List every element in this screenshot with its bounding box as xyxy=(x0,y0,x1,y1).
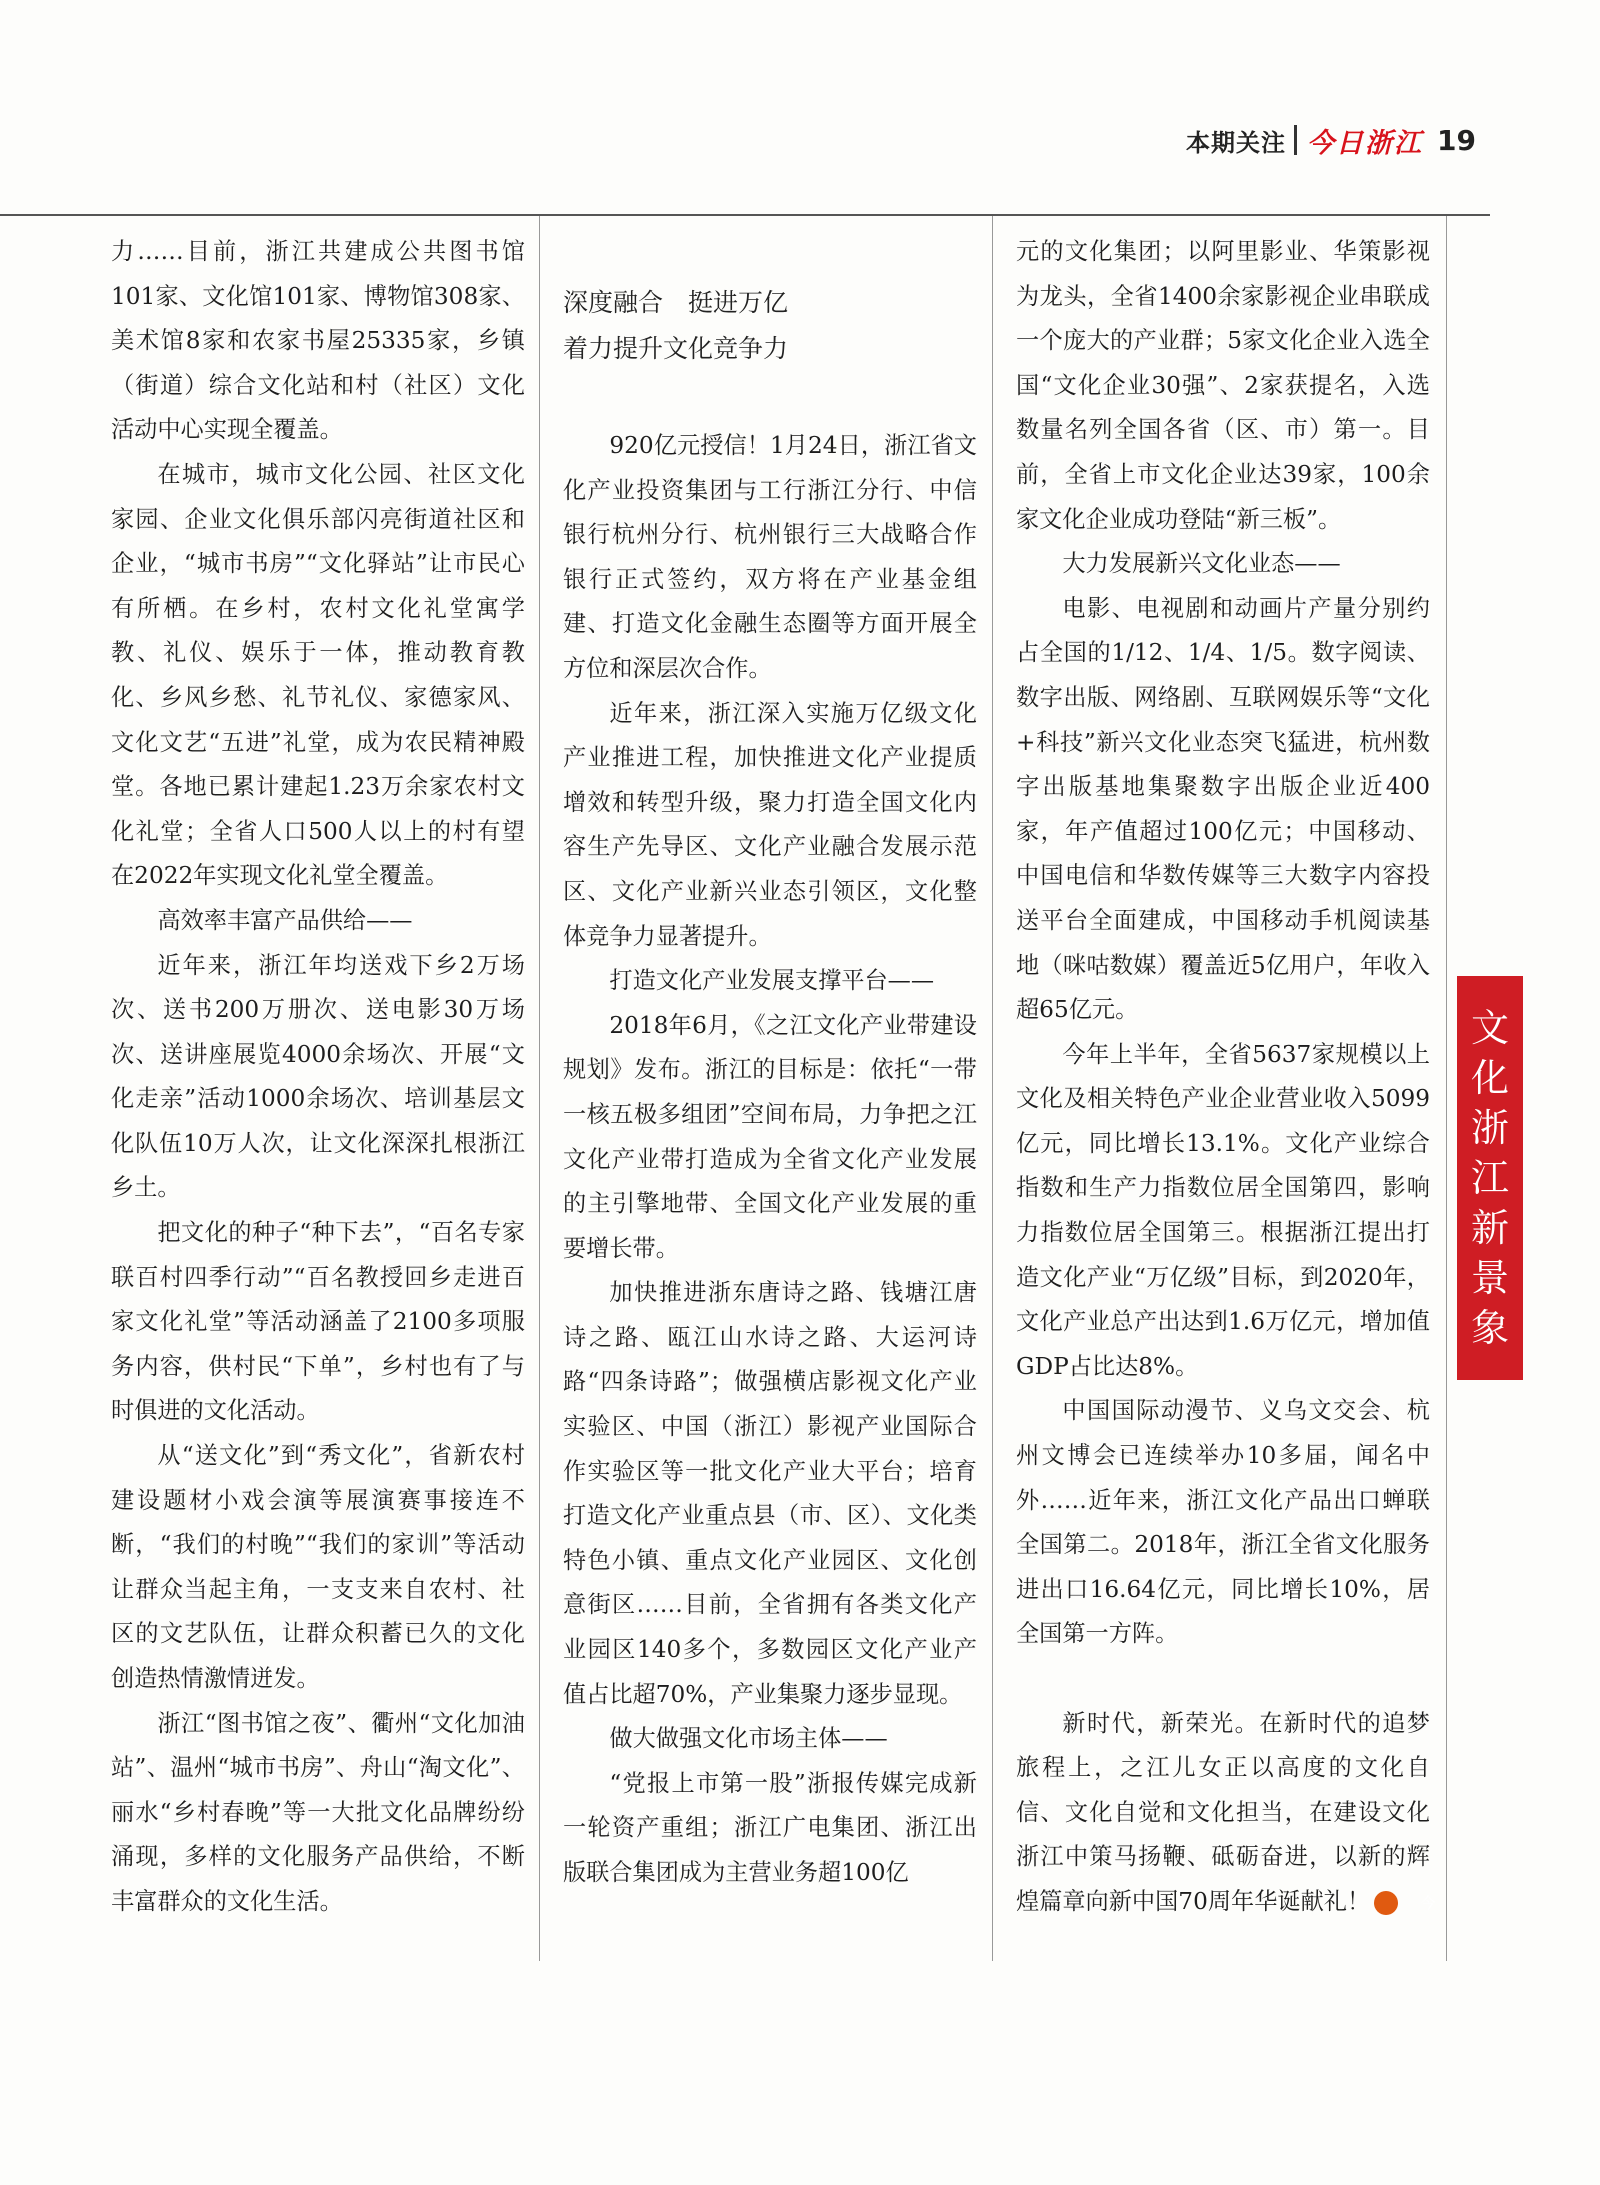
paragraph: 把文化的种子“种下去”，“百名专家联百村四季行动”“百名教授回乡走进百家文化礼堂”等活动涵盖了2100多项服务内容，供村民“下单”，乡村也有了与时俱进的文化活动。 xyxy=(111,1219,525,1425)
side-banner-char: 象 xyxy=(1470,1306,1509,1350)
side-banner-char: 浙 xyxy=(1470,1106,1509,1150)
column-rule xyxy=(1446,216,1447,1961)
page-header xyxy=(1186,118,1476,162)
paragraph: 元的文化集团；以阿里影业、华策影视为龙头，全省1400余家影视企业串联成一个庞大的产业群；5家文化企业入选全国“文化企业30强”、2家获提名，入选数量名列全国各省（区、市）第一。目前，全省上市文化企业达39家，100余家文化企业成功登陆“新三板”。 xyxy=(1016,238,1430,533)
side-banner-char: 新 xyxy=(1470,1206,1509,1250)
paragraph: 力……目前，浙江共建成公共图书馆101家、文化馆101家、博物馆308家、美术馆8家和农家书屋25335家，乡镇（街道）综合文化站和村（社区）文化活动中心实现全覆盖。 xyxy=(111,238,525,444)
article-column-3 xyxy=(1016,230,1436,1925)
section-headline xyxy=(563,280,977,372)
column-rule xyxy=(992,216,993,1961)
subheading: 打造文化产业发展支撑平台—— xyxy=(609,967,935,995)
paragraph-gap xyxy=(1016,1657,1430,1702)
column-rule xyxy=(539,216,540,1961)
side-banner xyxy=(1457,976,1523,1380)
paragraph: 920亿元授信！1月24日，浙江省文化产业投资集团与工行浙江分行、中信银行杭州分行、杭州银行三大战略合作银行正式签约，双方将在产业基金组建、打造文化金融生态圈等方面开展全方位和深层次合作。 xyxy=(563,432,977,682)
paragraph: 在城市，城市文化公园、社区文化家园、企业文化俱乐部闪亮街道社区和企业，“城市书房”“文化驿站”让市民心有所栖。在乡村，农村文化礼堂寓学教、礼仪、娱乐于一体，推动教育教化、乡风乡愁、礼节礼仪、家德家风、文化文艺“五进”礼堂，成为农民精神殿堂。各地已累计建起1.23万余家农村文化礼堂；全省人口500人以上的村有望在2022年实现文化礼堂全覆盖。 xyxy=(111,460,525,890)
side-banner-char: 文 xyxy=(1470,1006,1509,1050)
side-banner-char: 景 xyxy=(1470,1256,1509,1300)
headline-line-2: 着力提升文化竞争力 xyxy=(563,334,789,363)
closing-text: 新时代，新荣光。在新时代的追梦旅程上，之江儿女正以高度的文化自信、文化自觉和文化担当，在建设文化浙江中策马扬鞭、砥砺奋进，以新的辉煌篇章向新中国70周年华诞献礼！ xyxy=(1016,1709,1430,1915)
subheading: 大力发展新兴文化业态—— xyxy=(1062,550,1341,578)
page-number: 19 xyxy=(1437,123,1476,157)
section-name: 本期关注 xyxy=(1186,128,1287,157)
headline-line-1: 深度融合 挺进万亿 xyxy=(563,288,789,317)
side-banner-char: 化 xyxy=(1470,1056,1509,1100)
paragraph: 近年来，浙江深入实施万亿级文化产业推进工程，加快推进文化产业提质增效和转型升级，聚力打造全国文化内容生产先导区、文化产业融合发展示范区、文化产业新兴业态引领区，文化整体竞争力显著提升。 xyxy=(563,699,977,950)
paragraph: 从“送文化”到“秀文化”，省新农村建设题材小戏会演等展演赛事接连不断，“我们的村晚”“我们的家训”等活动让群众当起主角，一支支来自农村、社区的文艺队伍，让群众积蓄已久的文化创造热情激情迸发。 xyxy=(111,1442,525,1692)
paragraph: 中国国际动漫节、义乌文交会、杭州文博会已连续举办10多届，闻名中外……近年来，浙江文化产品出口蝉联全国第二。2018年，浙江全省文化服务进出口16.64亿元，同比增长10%，居全国第一方阵。 xyxy=(1016,1397,1430,1648)
paragraph: 浙江“图书馆之夜”、衢州“文化加油站”、温州“城市书房”、舟山“淘文化”、丽水“乡村春晚”等一大批文化品牌纷纷涌现，多样的文化服务产品供给，不断丰富群众的文化生活。 xyxy=(111,1709,525,1915)
paragraph: 加快推进浙东唐诗之路、钱塘江唐诗之路、瓯江山水诗之路、大运河诗路“四条诗路”；做强横店影视文化产业实验区、中国（浙江）影视产业国际合作实验区等一批文化产业大平台；培育打造文化产业重点县（市、区）、文化类特色小镇、重点文化产业园区、文化创意街区……目前，全省拥有各类文化产业园区140多个，多数园区文化产业产值占比超70%，产业集聚力逐步显现。 xyxy=(563,1279,977,1708)
article-column-2 xyxy=(563,230,977,1896)
magazine-logo: 今日浙江 xyxy=(1307,127,1424,159)
end-mark-icon: 今 xyxy=(1374,1891,1398,1915)
top-rule xyxy=(0,214,1490,216)
article-column-1 xyxy=(111,230,525,1925)
paragraph: 今年上半年，全省5637家规模以上文化及相关特色产业企业营业收入5099亿元，同比增长13.1%。文化产业综合指数和生产力指数位居全国第四，影响力指数位居全国第三。根据浙江提出打造文化产业“万亿级”目标，到2020年，文化产业总产出达到1.6万亿元，增加值GDP占比达8%。 xyxy=(1016,1040,1430,1380)
side-banner-char: 江 xyxy=(1470,1156,1509,1200)
header-divider xyxy=(1294,125,1297,155)
paragraph: 电影、电视剧和动画片产量分别约占全国的1/12、1/4、1/5。数字阅读、数字出版、网络剧、互联网娱乐等“文化+科技”新兴文化业态突飞猛进，杭州数字出版基地集聚数字出版企业近400家，年产值超过100亿元；中国移动、中国电信和华数传媒等三大数字内容投送平台全面建成，中国移动手机阅读基地（咪咕数媒）覆盖近5亿用户，年收入超65亿元。 xyxy=(1016,594,1430,1024)
subheading: 高效率丰富产品供给—— xyxy=(157,906,413,934)
subheading: 做大做强文化市场主体—— xyxy=(609,1725,888,1753)
paragraph: 近年来，浙江年均送戏下乡2万场次、送书200万册次、送电影30万场次、送讲座展览4000余场次、开展“文化走亲”活动1000余场次、培训基层文化队伍10万人次，让文化深深扎根浙江乡土。 xyxy=(111,951,525,1202)
closing-paragraph xyxy=(1016,1702,1436,1925)
paragraph: 2018年6月，《之江文化产业带建设规划》发布。浙江的目标是：依托“一带一核五极多组团”空间布局，力争把之江文化产业带打造成为全省文化产业发展的主引擎地带、全国文化产业发展的重要增长带。 xyxy=(563,1011,977,1262)
paragraph: “党报上市第一股”浙报传媒完成新一轮资产重组；浙江广电集团、浙江出版联合集团成为主营业务超100亿 xyxy=(563,1769,977,1886)
